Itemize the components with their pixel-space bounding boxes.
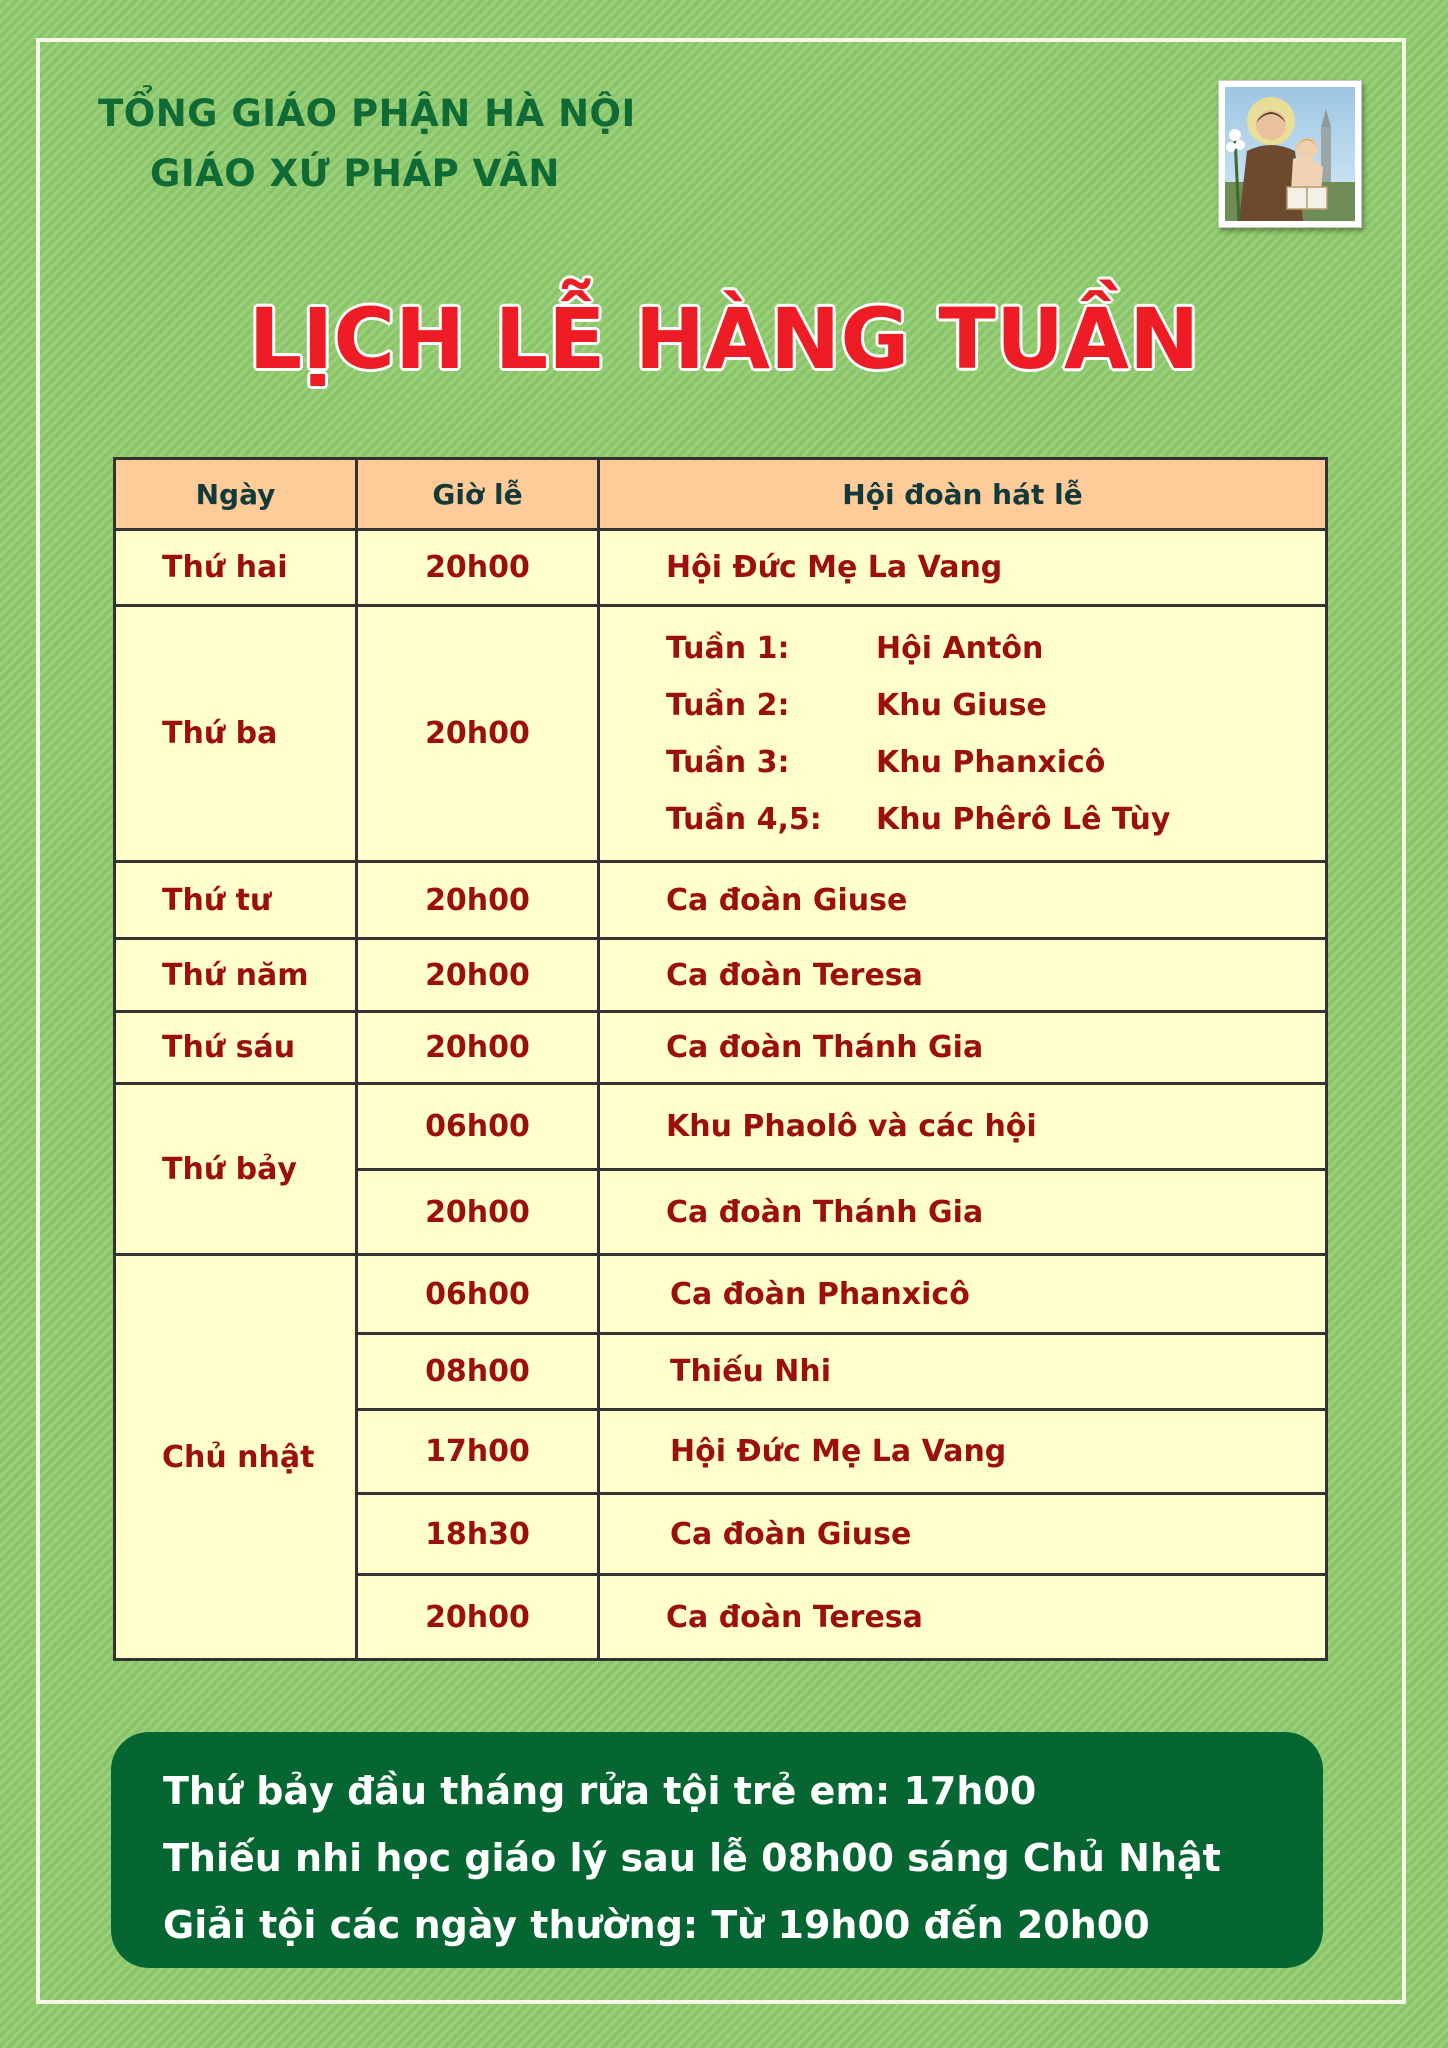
table-header-row	[115, 459, 1327, 530]
table-row	[115, 1012, 1327, 1084]
day-cell: Chủ nhật	[115, 1255, 357, 1660]
time-cell: 08h00	[357, 1334, 599, 1410]
time-cell: 20h00	[357, 530, 599, 606]
time-cell: 20h00	[357, 939, 599, 1012]
week-label: Tuần 3:	[666, 744, 790, 780]
page-title: LỊCH LỄ HÀNG TUẦN	[248, 290, 1200, 388]
group-cell: Ca đoàn Thánh Gia	[599, 1012, 1327, 1084]
day-cell: Thứ năm	[115, 939, 357, 1012]
header-group: Hội đoàn hát lễ	[599, 459, 1327, 530]
day-cell: Thứ sáu	[115, 1012, 357, 1084]
time-cell: 20h00	[357, 1170, 599, 1255]
group-cell: Ca đoàn Teresa	[599, 939, 1327, 1012]
week-group: Khu Phanxicô	[876, 744, 1106, 780]
week-group: Khu Giuse	[876, 687, 1047, 723]
mass-schedule-table	[113, 457, 1328, 1661]
week-label: Tuần 2:	[666, 687, 790, 723]
day-cell: Thứ ba	[115, 606, 357, 862]
group-cell-weekly	[599, 606, 1327, 862]
group-cell: Khu Phaolô và các hội	[599, 1084, 1327, 1170]
week-group: Hội Antôn	[876, 630, 1044, 666]
week-group: Khu Phêrô Lê Tùy	[876, 801, 1171, 837]
table-row	[115, 862, 1327, 939]
week-label: Tuần 1:	[666, 630, 790, 666]
table-row	[115, 1255, 1327, 1334]
parish-name: GIÁO XỨ PHÁP VÂN	[150, 152, 560, 195]
notes-box	[111, 1732, 1323, 1968]
saint-anthony-portrait-icon	[1218, 80, 1362, 228]
note-baptism: Thứ bảy đầu tháng rửa tội trẻ em: 17h00	[163, 1769, 1037, 1813]
note-catechism: Thiếu nhi học giáo lý sau lễ 08h00 sáng Chủ Nhật	[163, 1836, 1221, 1880]
day-cell: Thứ tư	[115, 862, 357, 939]
week-rotation-item	[666, 734, 1325, 791]
time-cell: 06h00	[357, 1255, 599, 1334]
group-cell: Hội Đức Mẹ La Vang	[599, 530, 1327, 606]
group-cell: Ca đoàn Teresa	[599, 1575, 1327, 1660]
table-row	[115, 1084, 1327, 1170]
table-row	[115, 939, 1327, 1012]
group-cell: Hội Đức Mẹ La Vang	[599, 1410, 1327, 1494]
week-rotation-item	[666, 620, 1325, 677]
day-cell: Thứ hai	[115, 530, 357, 606]
table-row	[115, 606, 1327, 862]
time-cell: 17h00	[357, 1410, 599, 1494]
time-cell: 06h00	[357, 1084, 599, 1170]
week-label: Tuần 4,5:	[666, 801, 822, 837]
time-cell: 20h00	[357, 862, 599, 939]
time-cell: 20h00	[357, 1012, 599, 1084]
group-cell: Ca đoàn Giuse	[599, 862, 1327, 939]
week-rotation-item	[666, 677, 1325, 734]
table-row	[115, 530, 1327, 606]
time-cell: 18h30	[357, 1494, 599, 1575]
time-cell: 20h00	[357, 1575, 599, 1660]
header-time: Giờ lễ	[357, 459, 599, 530]
group-cell: Thiếu Nhi	[599, 1334, 1327, 1410]
group-cell: Ca đoàn Thánh Gia	[599, 1170, 1327, 1255]
day-cell: Thứ bảy	[115, 1084, 357, 1255]
header-day: Ngày	[115, 459, 357, 530]
group-cell: Ca đoàn Giuse	[599, 1494, 1327, 1575]
group-cell: Ca đoàn Phanxicô	[599, 1255, 1327, 1334]
time-cell: 20h00	[357, 606, 599, 862]
week-rotation-item	[666, 791, 1325, 848]
archdiocese-name: TỔNG GIÁO PHẬN HÀ NỘI	[98, 92, 636, 135]
note-confession: Giải tội các ngày thường: Từ 19h00 đến 20h00	[163, 1903, 1150, 1947]
